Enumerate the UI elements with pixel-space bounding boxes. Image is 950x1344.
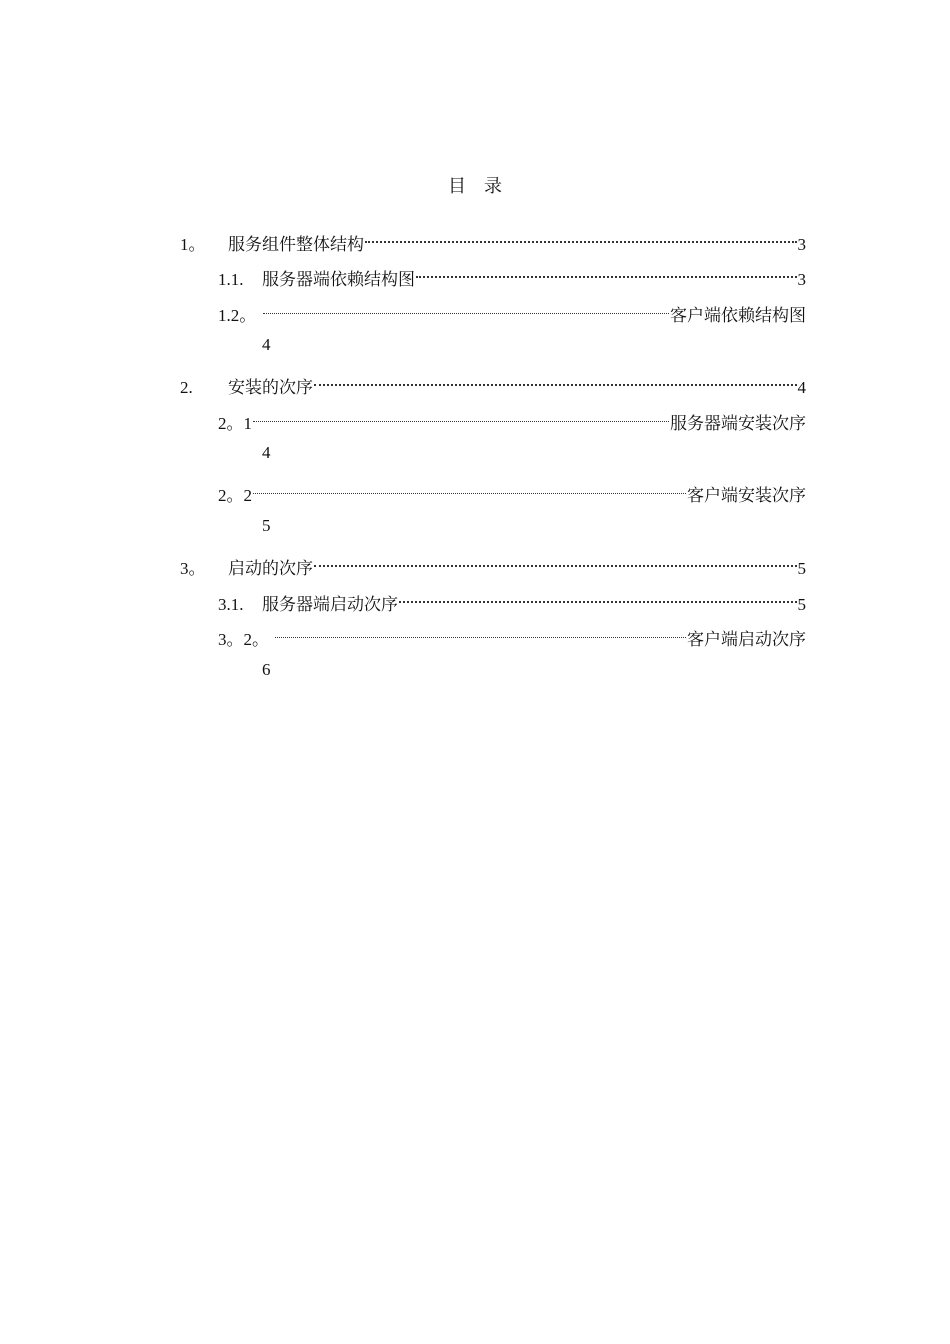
toc-leader-dots [365,224,797,250]
toc-entry-number: 1。 [180,235,206,254]
toc-entry-page: 5 [262,516,271,535]
toc-entry[interactable] [180,548,806,578]
toc-title [0,172,950,198]
toc-entry-page: 3 [797,270,806,289]
toc-entry-number: 1.1. [218,270,244,289]
toc-entry[interactable] [218,584,806,614]
toc-entry-page: 5 [797,595,806,614]
toc-entry-number: 1.2。 [218,306,257,325]
toc-entry-number: 2. [180,378,193,397]
toc-entry-text: 服务器端启动次序 [262,595,398,614]
toc-entry-page: 4 [262,335,271,354]
toc-entry[interactable] [218,403,806,433]
toc-entry[interactable] [218,259,806,289]
toc-leader-dots [263,295,669,321]
toc-leader-dots [253,475,686,501]
toc-entry-number: 2。1 [218,414,252,433]
toc-entry-page: 3 [797,235,806,254]
toc-entry-number: 3。 [180,559,206,578]
toc-entry[interactable] [218,295,806,325]
toc-entry-number: 3。2。 [218,630,269,649]
toc-entry-text: 服务器端安装次序 [670,414,806,433]
toc-entry[interactable] [218,475,806,505]
toc-leader-dots [314,367,797,393]
toc-entry-number: 2。2 [218,486,252,505]
toc-title-left: 目 [448,176,466,196]
toc-entry-page: 4 [262,443,271,462]
toc-entry-text: 客户端安装次序 [687,486,806,505]
toc-title-right: 录 [484,176,502,196]
toc-entry-text: 安装的次序 [228,378,313,397]
toc-entry[interactable] [180,224,806,254]
toc-entry-text: 客户端依赖结构图 [670,306,806,325]
toc-entry-text: 服务组件整体结构 [228,235,364,254]
toc-entry-text: 服务器端依赖结构图 [262,270,415,289]
toc-entry-number: 3.1. [218,595,244,614]
toc-entry-text: 启动的次序 [228,559,313,578]
toc-leader-dots [275,619,686,645]
toc-entry-page: 5 [797,559,806,578]
toc-entry-text: 客户端启动次序 [687,630,806,649]
toc-entry[interactable] [218,619,806,649]
toc-leader-dots [416,259,797,285]
toc-entry-page: 6 [262,660,271,679]
toc-leader-dots [253,403,669,429]
toc-entry-page: 4 [797,378,806,397]
toc-entry[interactable] [180,367,806,397]
toc-leader-dots [399,584,797,610]
toc-leader-dots [314,548,797,574]
